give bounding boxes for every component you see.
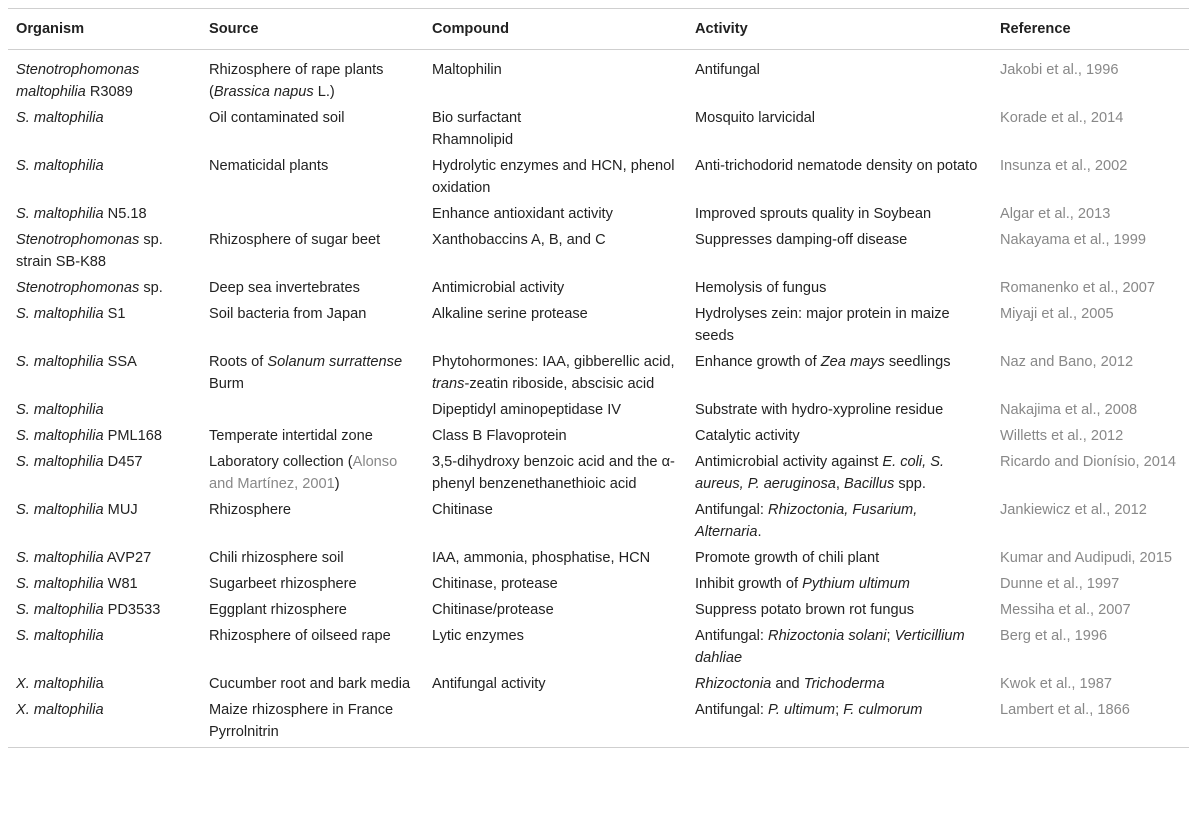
cell-activity <box>687 301 992 349</box>
cell-organism <box>8 201 201 227</box>
organism-text: S. maltophilia <box>16 454 104 470</box>
organism-text: PML168 <box>103 428 163 444</box>
organism-text: S. maltophilia <box>16 206 104 222</box>
cell-activity <box>687 597 992 623</box>
table-body <box>8 50 1189 748</box>
cell-activity <box>687 275 992 301</box>
compound-text: Chitinase <box>432 502 493 518</box>
organism-text: S. maltophilia <box>16 628 104 644</box>
cell-source <box>201 301 424 349</box>
cell-source <box>201 597 424 623</box>
organism-text: R3089 <box>85 84 133 100</box>
cell-compound <box>424 301 687 349</box>
organism-text: a <box>95 676 104 692</box>
cell-activity <box>687 697 992 748</box>
organism-text: PD3533 <box>103 602 161 618</box>
cell-organism <box>8 571 201 597</box>
activity-text: and <box>771 676 804 692</box>
cell-compound <box>424 105 687 153</box>
compound-text: Lytic enzymes <box>432 628 524 644</box>
organism-text: S. maltophilia <box>16 502 104 518</box>
activity-text: , <box>835 476 845 492</box>
cell-source <box>201 50 424 106</box>
cell-activity <box>687 201 992 227</box>
organism-text: S. maltophilia <box>16 158 104 174</box>
activity-text: P. ultimum <box>768 702 836 718</box>
organism-text: Stenotrophomonas <box>16 232 140 248</box>
compound-text: trans <box>432 376 465 392</box>
organism-text: X. maltophilia <box>16 702 104 718</box>
compound-text: Phytohormones: IAA, gibberellic acid, <box>432 354 675 370</box>
cell-organism <box>8 349 201 397</box>
table-row <box>8 227 1189 275</box>
activity-text: Trichoderma <box>803 676 885 692</box>
cell-source <box>201 545 424 571</box>
activity-text: Rhizoctonia <box>695 676 772 692</box>
organism-text: S. maltophilia <box>16 428 104 444</box>
source-text: Rhizosphere of rape plants ( <box>209 62 384 100</box>
activity-text: Antifungal <box>695 62 760 78</box>
cell-compound <box>424 50 687 106</box>
cell-activity <box>687 671 992 697</box>
source-text: Soil bacteria from Japan <box>209 306 367 322</box>
table-row <box>8 449 1189 497</box>
activity-text: Mosquito larvicidal <box>695 110 816 126</box>
organism-text: sp. strain SB-K88 <box>16 232 163 270</box>
table-row <box>8 597 1189 623</box>
cell-activity <box>687 105 992 153</box>
source-text: Oil contaminated soil <box>209 110 345 126</box>
source-text: Laboratory collection ( <box>209 454 353 470</box>
cell-reference: Algar et al., 2013 <box>1000 206 1111 222</box>
compound-text: Chitinase/protease <box>432 602 554 618</box>
cell-source <box>201 449 424 497</box>
cell-compound <box>424 545 687 571</box>
source-text: Temperate intertidal zone <box>209 428 373 444</box>
table-row <box>8 671 1189 697</box>
organism-text: N5.18 <box>103 206 147 222</box>
cell-compound <box>424 423 687 449</box>
cell-organism <box>8 697 201 748</box>
source-text: Rhizosphere of oilseed rape <box>209 628 391 644</box>
cell-reference: Dunne et al., 1997 <box>1000 576 1120 592</box>
activity-text: Antimicrobial activity against <box>695 454 883 470</box>
source-text: Chili rhizosphere soil <box>209 550 344 566</box>
activity-text: Catalytic activity <box>695 428 800 444</box>
source-text: Rhizosphere <box>209 502 291 518</box>
cell-reference: Insunza et al., 2002 <box>1000 158 1128 174</box>
cell-compound <box>424 623 687 671</box>
activity-text: Improved sprouts quality in Soybean <box>695 206 932 222</box>
cell-organism <box>8 301 201 349</box>
cell-activity <box>687 397 992 423</box>
cell-compound <box>424 397 687 423</box>
activity-text: Antifungal: <box>695 702 769 718</box>
source-text: Brassica napus <box>213 84 314 100</box>
compound-text: Alkaline serine protease <box>432 306 588 322</box>
table-row <box>8 397 1189 423</box>
header-source: Source <box>201 9 424 50</box>
compound-text: Rhamnolipid <box>432 132 514 148</box>
data-table <box>8 8 1189 748</box>
activity-text: Verticillium dahliae <box>695 628 965 666</box>
cell-reference: Kumar and Audipudi, 2015 <box>1000 550 1173 566</box>
table-row <box>8 275 1189 301</box>
cell-source <box>201 571 424 597</box>
table-row <box>8 623 1189 671</box>
cell-source <box>201 423 424 449</box>
cell-organism <box>8 623 201 671</box>
cell-reference: Romanenko et al., 2007 <box>1000 280 1155 296</box>
compound-text: Antimicrobial activity <box>432 280 565 296</box>
source-text: Burm <box>209 376 244 392</box>
activity-text: Suppresses damping-off disease <box>695 232 908 248</box>
cell-compound <box>424 697 687 748</box>
table-row <box>8 423 1189 449</box>
cell-compound <box>424 449 687 497</box>
cell-compound <box>424 597 687 623</box>
source-text: Roots of <box>209 354 268 370</box>
organism-text: S. maltophilia <box>16 576 104 592</box>
cell-compound <box>424 153 687 201</box>
header-organism: Organism <box>8 9 201 50</box>
activity-text: Rhizoctonia solani <box>768 628 887 644</box>
table-row <box>8 105 1189 153</box>
table-row <box>8 697 1189 748</box>
cell-reference: Korade et al., 2014 <box>1000 110 1124 126</box>
source-text: Eggplant rhizosphere <box>209 602 347 618</box>
activity-text: ; <box>886 628 895 644</box>
activity-text: Antifungal: <box>695 628 769 644</box>
cell-reference: Jakobi et al., 1996 <box>1000 62 1119 78</box>
cell-activity <box>687 571 992 597</box>
cell-reference: Nakayama et al., 1999 <box>1000 232 1147 248</box>
activity-text: ; <box>835 702 844 718</box>
organism-text: Stenotrophomonas <box>16 280 140 296</box>
cell-activity <box>687 349 992 397</box>
cell-reference: Naz and Bano, 2012 <box>1000 354 1134 370</box>
activity-text: E. coli, S. aureus, P. aeruginosa <box>695 454 945 492</box>
cell-source <box>201 397 424 423</box>
compound-text: -zeatin riboside, abscisic acid <box>464 376 655 392</box>
cell-reference: Miyaji et al., 2005 <box>1000 306 1114 322</box>
organism-text: S. maltophilia <box>16 110 104 126</box>
header-activity: Activity <box>687 9 992 50</box>
cell-source <box>201 153 424 201</box>
activity-text: Anti-trichodorid nematode density on potato <box>695 158 978 174</box>
cell-reference: Jankiewicz et al., 2012 <box>1000 502 1147 518</box>
cell-reference: Berg et al., 1996 <box>1000 628 1108 644</box>
cell-source <box>201 497 424 545</box>
activity-text: Substrate with hydro-xyproline residue <box>695 402 944 418</box>
cell-compound <box>424 497 687 545</box>
cell-reference: Kwok et al., 1987 <box>1000 676 1112 692</box>
compound-text: Bio surfactant <box>432 110 522 126</box>
activity-text: Promote growth of chili plant <box>695 550 880 566</box>
activity-text: Bacillus <box>844 476 895 492</box>
cell-compound <box>424 349 687 397</box>
compound-text: Hydrolytic enzymes and HCN, phenol oxidation <box>432 158 675 196</box>
cell-organism <box>8 497 201 545</box>
cell-compound <box>424 571 687 597</box>
organism-text: D457 <box>103 454 143 470</box>
cell-organism <box>8 227 201 275</box>
header-compound: Compound <box>424 9 687 50</box>
table-row <box>8 201 1189 227</box>
cell-organism <box>8 397 201 423</box>
cell-activity <box>687 423 992 449</box>
compound-text: 3,5-dihydroxy benzoic acid and the α- phenyl benzenethanethioic acid <box>432 454 675 492</box>
cell-organism <box>8 597 201 623</box>
cell-source <box>201 275 424 301</box>
activity-text: Enhance growth of <box>695 354 821 370</box>
cell-source <box>201 105 424 153</box>
activity-text: Pythium ultimum <box>802 576 910 592</box>
cell-compound <box>424 671 687 697</box>
header-reference: Reference <box>992 9 1189 50</box>
compound-text: IAA, ammonia, phosphatise, HCN <box>432 550 651 566</box>
table-row <box>8 349 1189 397</box>
cell-source <box>201 697 424 748</box>
cell-organism <box>8 50 201 106</box>
organism-text: S1 <box>103 306 126 322</box>
source-text: Cucumber root and bark media <box>209 676 411 692</box>
header-row <box>8 9 1189 50</box>
cell-organism <box>8 449 201 497</box>
compound-text: Enhance antioxidant activity <box>432 206 613 222</box>
table-row <box>8 301 1189 349</box>
activity-text: Rhizoctonia, Fusarium, Alternaria <box>695 502 918 540</box>
cell-source <box>201 349 424 397</box>
organism-text: X. maltophili <box>16 676 96 692</box>
cell-activity <box>687 50 992 106</box>
cell-activity <box>687 153 992 201</box>
table-row <box>8 497 1189 545</box>
cell-activity <box>687 545 992 571</box>
cell-organism <box>8 275 201 301</box>
cell-compound <box>424 227 687 275</box>
source-text: Solanum surrattense <box>267 354 403 370</box>
cell-activity <box>687 497 992 545</box>
activity-text: Inhibit growth of <box>695 576 803 592</box>
source-text: L.) <box>313 84 335 100</box>
organism-text: sp. <box>139 280 163 296</box>
organism-text: S. maltophilia <box>16 550 104 566</box>
source-text: Sugarbeet rhizosphere <box>209 576 357 592</box>
activity-text: F. culmorum <box>843 702 923 718</box>
organism-text: S. maltophilia <box>16 306 104 322</box>
organism-text: S. maltophilia <box>16 354 104 370</box>
compound-text: Maltophilin <box>432 62 502 78</box>
activity-text: Hydrolyses zein: major protein in maize seeds <box>695 306 950 344</box>
cell-activity <box>687 449 992 497</box>
cell-activity <box>687 623 992 671</box>
source-text: Rhizosphere of sugar beet <box>209 232 381 248</box>
compound-text: Class B Flavoprotein <box>432 428 567 444</box>
cell-organism <box>8 671 201 697</box>
cell-reference: Nakajima et al., 2008 <box>1000 402 1138 418</box>
cell-source <box>201 671 424 697</box>
activity-text: Antifungal: <box>695 502 769 518</box>
organism-text: S. maltophilia <box>16 602 104 618</box>
source-text: Deep sea invertebrates <box>209 280 360 296</box>
compound-text: Antifungal activity <box>432 676 546 692</box>
activity-text: Zea mays <box>820 354 885 370</box>
organism-text: Stenotrophomonas maltophilia <box>16 62 140 100</box>
organism-text: W81 <box>103 576 138 592</box>
activity-text: Hemolysis of fungus <box>695 280 827 296</box>
cell-organism <box>8 423 201 449</box>
table-row <box>8 545 1189 571</box>
cell-reference: Lambert et al., 1866 <box>992 697 1189 748</box>
table-row <box>8 50 1189 106</box>
cell-organism <box>8 105 201 153</box>
compound-text: Dipeptidyl aminopeptidase IV <box>432 402 622 418</box>
cell-reference: Willetts et al., 2012 <box>1000 428 1124 444</box>
cell-source <box>201 623 424 671</box>
table-header <box>8 9 1189 50</box>
activity-text: Suppress potato brown rot fungus <box>695 602 915 618</box>
cell-compound <box>424 201 687 227</box>
compound-text: Xanthobaccins A, B, and C <box>432 232 606 248</box>
cell-compound <box>424 275 687 301</box>
source-text: ) <box>334 476 340 492</box>
organism-text: AVP27 <box>103 550 152 566</box>
compound-text: Chitinase, protease <box>432 576 558 592</box>
organism-text: MUJ <box>103 502 138 518</box>
cell-source <box>201 201 424 227</box>
organism-text: S. maltophilia <box>16 402 104 418</box>
cell-source <box>201 227 424 275</box>
cell-reference: Ricardo and Dionísio, 2014 <box>1000 454 1177 470</box>
source-text: Alonso and Martínez, 2001 <box>209 454 398 492</box>
cell-reference: Messiha et al., 2007 <box>1000 602 1131 618</box>
source-text: Nematicidal plants <box>209 158 329 174</box>
activity-text: . <box>757 524 762 540</box>
cell-organism <box>8 153 201 201</box>
cell-organism <box>8 545 201 571</box>
table-row <box>8 153 1189 201</box>
table-row <box>8 571 1189 597</box>
activity-text: seedlings <box>884 354 951 370</box>
cell-activity <box>687 227 992 275</box>
organism-text: SSA <box>103 354 137 370</box>
activity-text: spp. <box>894 476 926 492</box>
source-text: Maize rhizosphere in France Pyrrolnitrin <box>209 702 394 740</box>
